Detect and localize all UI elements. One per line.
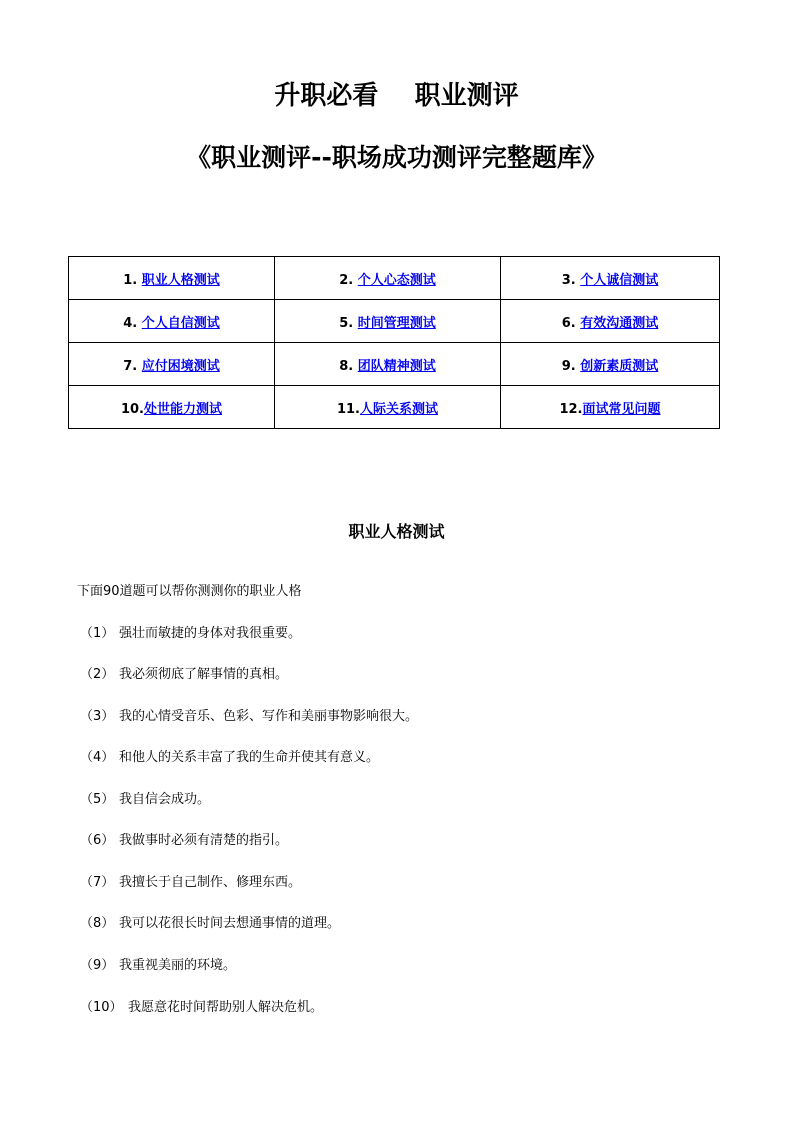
question-number: （1） — [80, 626, 115, 641]
question-item — [80, 707, 418, 727]
toc-cell — [501, 386, 720, 429]
toc-cell — [275, 343, 501, 386]
toc-number: 5. — [339, 315, 358, 331]
question-text: 我做事时必须有清楚的指引。 — [119, 833, 289, 848]
question-number: （8） — [80, 916, 115, 931]
question-number: （6） — [80, 833, 115, 848]
toc-number: 1. — [123, 272, 142, 288]
toc-cell — [69, 343, 275, 386]
toc-number: 7. — [123, 358, 142, 374]
question-text: 我重视美丽的环境。 — [119, 958, 237, 973]
toc-link-mindset[interactable]: 个人心态测试 — [357, 272, 436, 288]
question-item — [80, 998, 323, 1018]
question-item — [80, 873, 301, 893]
toc-number: 12. — [559, 401, 583, 417]
toc-link-confidence[interactable]: 个人自信测试 — [141, 315, 220, 331]
toc-number: 4. — [123, 315, 142, 331]
toc-cell — [501, 343, 720, 386]
toc-link-teamwork[interactable]: 团队精神测试 — [357, 358, 436, 374]
question-text: 强壮而敏捷的身体对我很重要。 — [119, 626, 302, 641]
toc-number: 6. — [561, 315, 581, 331]
table-row — [69, 343, 720, 386]
toc-cell — [69, 257, 275, 300]
toc-cell — [275, 300, 501, 343]
toc-link-communication[interactable]: 有效沟通测试 — [580, 315, 659, 331]
question-number: （3） — [80, 709, 115, 724]
toc-number: 2. — [339, 272, 358, 288]
toc-link-relationships[interactable]: 人际关系测试 — [360, 401, 439, 417]
section-heading: 职业人格测试 — [348, 522, 445, 541]
table-row — [69, 257, 720, 300]
question-text: 我擅长于自己制作、修理东西。 — [119, 875, 302, 890]
question-item — [80, 790, 210, 810]
question-text: 我必须彻底了解事情的真相。 — [119, 667, 289, 682]
question-text: 我愿意花时间帮助别人解决危机。 — [128, 1000, 324, 1015]
contents-table — [68, 256, 720, 429]
question-number: （5） — [80, 792, 115, 807]
question-item — [80, 665, 288, 685]
table-row — [69, 300, 720, 343]
question-number: （4） — [80, 750, 115, 765]
question-text: 和他人的关系丰富了我的生命并使其有意义。 — [119, 750, 380, 765]
toc-number: 9. — [561, 358, 581, 374]
toc-link-innovation[interactable]: 创新素质测试 — [580, 358, 659, 374]
question-item — [80, 914, 340, 934]
toc-link-adversity[interactable]: 应付困境测试 — [141, 358, 220, 374]
question-item — [80, 748, 379, 768]
question-text: 我可以花很长时间去想通事情的道理。 — [119, 916, 341, 931]
question-number: （7） — [80, 875, 115, 890]
toc-link-interview-questions[interactable]: 面试常见问题 — [582, 401, 661, 417]
question-item — [80, 624, 301, 644]
toc-link-time-management[interactable]: 时间管理测试 — [357, 315, 436, 331]
toc-cell — [69, 300, 275, 343]
toc-cell — [501, 300, 720, 343]
question-number: （2） — [80, 667, 115, 682]
question-number: （9） — [80, 958, 115, 973]
toc-number: 11. — [336, 401, 360, 417]
table-row — [69, 386, 720, 429]
toc-link-career-personality[interactable]: 职业人格测试 — [141, 272, 220, 288]
toc-number: 10. — [120, 401, 144, 417]
question-text: 我的心情受音乐、色彩、写作和美丽事物影响很大。 — [119, 709, 419, 724]
page-title: 升职必看 职业测评 — [274, 81, 519, 111]
toc-number: 8. — [339, 358, 358, 374]
question-number: （10） — [80, 1000, 123, 1015]
question-item — [80, 831, 288, 851]
question-item — [80, 956, 236, 976]
toc-cell — [501, 257, 720, 300]
question-text: 我自信会成功。 — [119, 792, 211, 807]
toc-cell — [275, 257, 501, 300]
toc-number: 3. — [561, 272, 581, 288]
section-intro: 下面90道题可以帮你测测你的职业人格 — [77, 584, 302, 599]
toc-cell — [275, 386, 501, 429]
toc-cell — [69, 386, 275, 429]
page-subtitle: 《职业测评--职场成功测评完整题库》 — [186, 143, 607, 172]
toc-link-integrity[interactable]: 个人诚信测试 — [580, 272, 659, 288]
toc-link-social-skills[interactable]: 处世能力测试 — [144, 401, 223, 417]
